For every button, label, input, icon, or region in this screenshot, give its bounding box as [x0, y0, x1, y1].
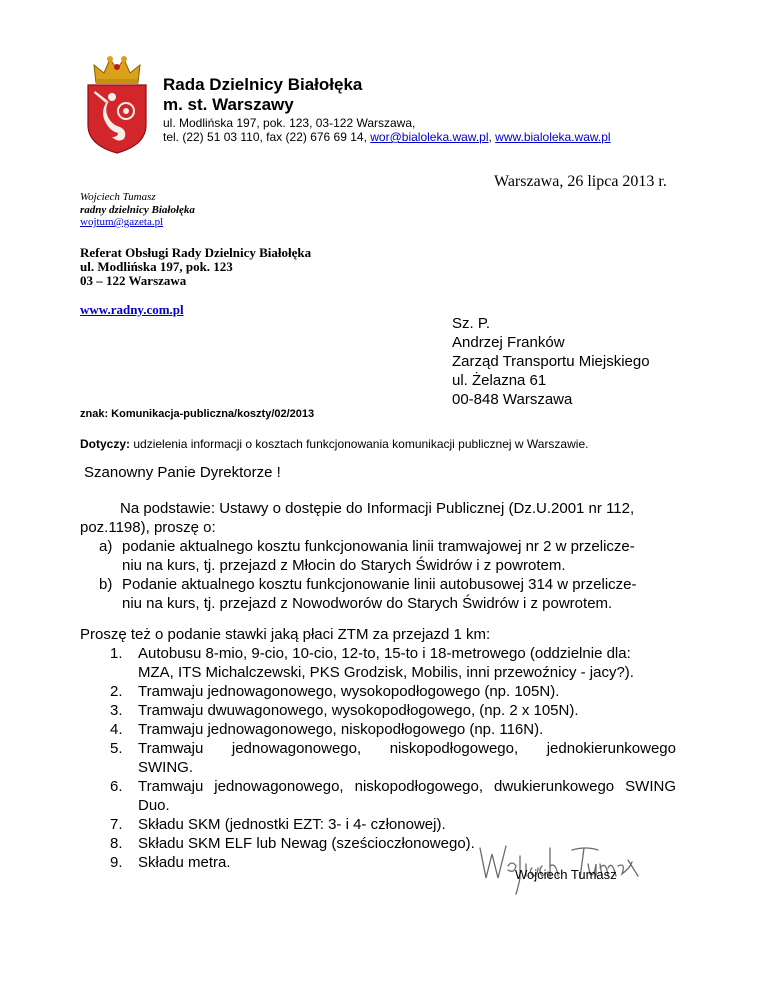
- radny-website-link[interactable]: www.radny.com.pl: [80, 302, 184, 317]
- council-name: Rada Dzielnicy Białołęka: [163, 75, 363, 94]
- rate-marker: 4.: [110, 721, 123, 738]
- phone-fax: tel. (22) 51 03 110, fax (22) 676 69 14,: [163, 130, 371, 144]
- rate-item-5-line2: SWING.: [138, 759, 193, 776]
- recipient-street: ul. Żelazna 61: [452, 372, 547, 389]
- request-a-line2: niu na kurs, tj. przejazd z Młocin do Starych Świdrów i z powrotem.: [122, 557, 566, 574]
- subject-label: Dotyczy:: [80, 437, 131, 451]
- website-wrap: [80, 302, 184, 318]
- rate-marker: 9.: [110, 854, 123, 871]
- recipient-name: Andrzej Franków: [452, 334, 565, 351]
- sender-email-wrap: [80, 216, 163, 228]
- recipient-city: 00-848 Warszawa: [452, 391, 573, 408]
- rate-item-3: Tramwaju dwuwagonowego, wysokopodłogowego, (np. 2 x 105N).: [138, 702, 579, 719]
- signature-name: Wojciech Tumasz: [515, 867, 617, 882]
- reply-address-line2: ul. Modlińska 197, pok. 123: [80, 259, 233, 274]
- intro-line2: poz.1198), proszę o:: [80, 519, 216, 536]
- reference-number: znak: Komunikacja-publiczna/koszty/02/2013: [80, 408, 315, 420]
- reply-address-line1: Referat Obsługi Rady Dzielnicy Białołęka: [80, 245, 312, 260]
- greeting: Szanowny Panie Dyrektorze !: [84, 464, 281, 481]
- request-marker: b): [99, 576, 113, 593]
- council-address: ul. Modlińska 197, pok. 123, 03-122 Warszawa,: [163, 116, 416, 130]
- rate-marker: 1.: [110, 645, 123, 662]
- rate-marker: 5.: [110, 740, 123, 757]
- rate-marker: 8.: [110, 835, 123, 852]
- rate-marker: 6.: [110, 778, 123, 795]
- rate-marker: 7.: [110, 816, 123, 833]
- recipient-organization: Zarząd Transportu Miejskiego: [452, 353, 650, 370]
- recipient-salutation: Sz. P.: [452, 315, 491, 332]
- warsaw-coat-of-arms-icon: [82, 53, 152, 155]
- sender-email-link[interactable]: wojtum@gazeta.pl: [80, 216, 164, 228]
- rate-item-6-line2: Duo.: [138, 797, 170, 814]
- rate-item-9: Składu metra.: [138, 854, 231, 871]
- request-marker: a): [99, 538, 113, 555]
- contact-separator: ,: [488, 130, 496, 144]
- rate-item-5-line1: Tramwaju jednowagonowego, niskopodłogowego, jednokierunkowego: [138, 740, 676, 757]
- intro-line1: Na podstawie: Ustawy o dostępie do Informacji Publicznej (Dz.U.2001 nr 112,: [120, 500, 635, 517]
- rate-marker: 2.: [110, 683, 123, 700]
- rate-item-1-line2: MZA, ITS Michalczewski, PKS Grodzisk, Mobilis, inni przewoźnicy - jacy?).: [138, 664, 634, 681]
- subject-text: udzielenia informacji o kosztach funkcjonowania komunikacji publicznej w Warszawie.: [130, 437, 589, 451]
- council-contact: [163, 130, 611, 144]
- request-a-line1: podanie aktualnego kosztu funkcjonowania linii tramwajowej nr 2 w przelicze-: [122, 538, 635, 555]
- letter-date: Warszawa, 26 lipca 2013 r.: [494, 173, 667, 190]
- rate-item-4: Tramwaju jednowagonowego, niskopodłogowego (np. 116N).: [138, 721, 544, 738]
- subject-line: [80, 437, 588, 451]
- request-b-line1: Podanie aktualnego kosztu funkcjonowanie linii autobusowej 314 w przelicze-: [122, 576, 637, 593]
- city-name: m. st. Warszawy: [163, 95, 294, 114]
- council-email-link[interactable]: wor@bialoleka.waw.pl: [370, 130, 489, 144]
- rate-item-2: Tramwaju jednowagonowego, wysokopodłogowego (np. 105N).: [138, 683, 560, 700]
- sender-name: Wojciech Tumasz: [80, 191, 156, 203]
- rate-item-1-line1: Autobusu 8-mio, 9-cio, 10-cio, 12-to, 15-to i 18-metrowego (oddzielnie dla:: [138, 645, 631, 662]
- rate-item-8: Składu SKM ELF lub Newag (sześcioczłonowego).: [138, 835, 475, 852]
- request-b-line2: niu na kurs, tj. przejazd z Nowodworów do Starych Świdrów i z powrotem.: [122, 595, 613, 612]
- sender-role: radny dzielnicy Białołęka: [80, 204, 195, 216]
- reply-address-line3: 03 – 122 Warszawa: [80, 273, 187, 288]
- rate-marker: 3.: [110, 702, 123, 719]
- rate-item-6-line1: Tramwaju jednowagonowego, niskopodłogowego, dwukierunkowego SWING: [138, 778, 676, 795]
- rate-item-7: Składu SKM (jednostki EZT: 3- i 4- członowej).: [138, 816, 446, 833]
- council-website-link[interactable]: www.bialoleka.waw.pl: [495, 130, 611, 144]
- rates-intro: Proszę też o podanie stawki jaką płaci ZTM za przejazd 1 km:: [80, 626, 491, 643]
